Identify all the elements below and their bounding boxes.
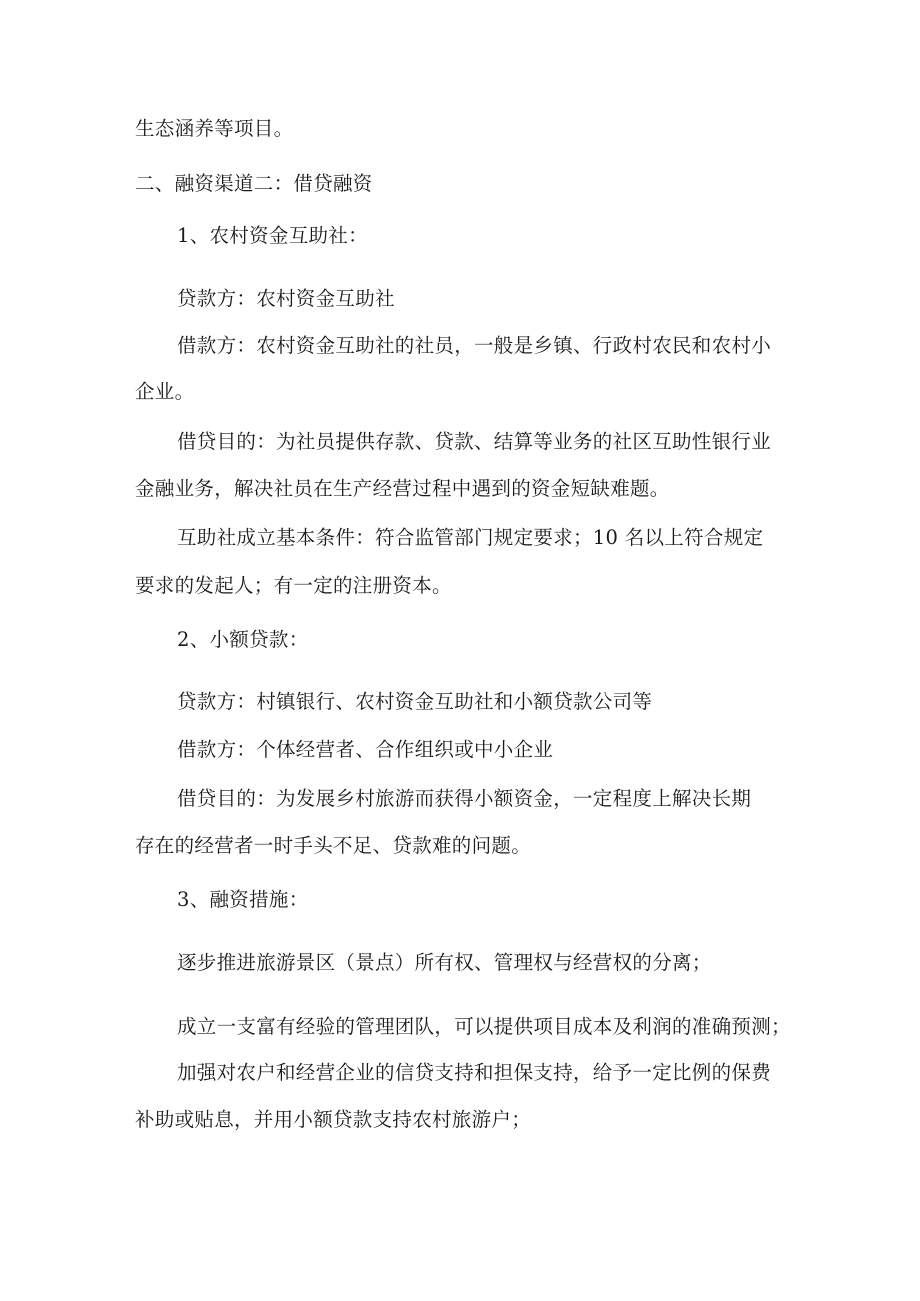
conditions-line-cont: 要求的发起人；有一定的注册资本。 xyxy=(135,574,452,597)
purpose-line-1-cont: 金融业务，解决社员在生产经营过程中遇到的资金短缺难题。 xyxy=(135,477,670,500)
lender-line-1: 贷款方：农村资金互助社 xyxy=(177,287,395,310)
borrower-line-1: 借款方：农村资金互助社的社员，一般是乡镇、行政村农民和农村小 xyxy=(177,334,772,357)
subsection-heading-3: 3、融资措施： xyxy=(177,888,309,911)
measure-line-3-cont: 补助或贴息，并用小额贷款支持农村旅游户； xyxy=(135,1108,532,1131)
paragraph-continuation: 生态涵养等项目。 xyxy=(135,117,294,140)
section-heading: 二、融资渠道二：借贷融资 xyxy=(135,172,373,195)
measure-line-3: 加强对农户和经营企业的信贷支持和担保支持，给予一定比例的保费 xyxy=(177,1061,772,1084)
borrower-line-1-cont: 企业。 xyxy=(135,380,195,403)
borrower-line-2: 借款方：个体经营者、合作组织或中小企业 xyxy=(177,738,554,761)
measure-line-1: 逐步推进旅游景区（景点）所有权、管理权与经营权的分离； xyxy=(177,951,712,974)
subsection-heading-2: 2、小额贷款： xyxy=(177,628,309,651)
lender-line-2: 贷款方：村镇银行、农村资金互助社和小额贷款公司等 xyxy=(177,690,653,713)
conditions-line: 互助社成立基本条件：符合监管部门规定要求；10 名以上符合规定 xyxy=(177,526,764,549)
purpose-line-2: 借贷目的：为发展乡村旅游而获得小额资金，一定程度上解决长期 xyxy=(177,787,752,810)
subsection-heading-1: 1、农村资金互助社： xyxy=(177,224,368,247)
measure-line-2: 成立一支富有经验的管理团队，可以提供项目成本及利润的准确预测； xyxy=(177,1015,791,1038)
purpose-line-2-cont: 存在的经营者一时手头不足、贷款难的问题。 xyxy=(135,834,532,857)
purpose-line-1: 借贷目的：为社员提供存款、贷款、结算等业务的社区互助性银行业 xyxy=(177,430,772,453)
